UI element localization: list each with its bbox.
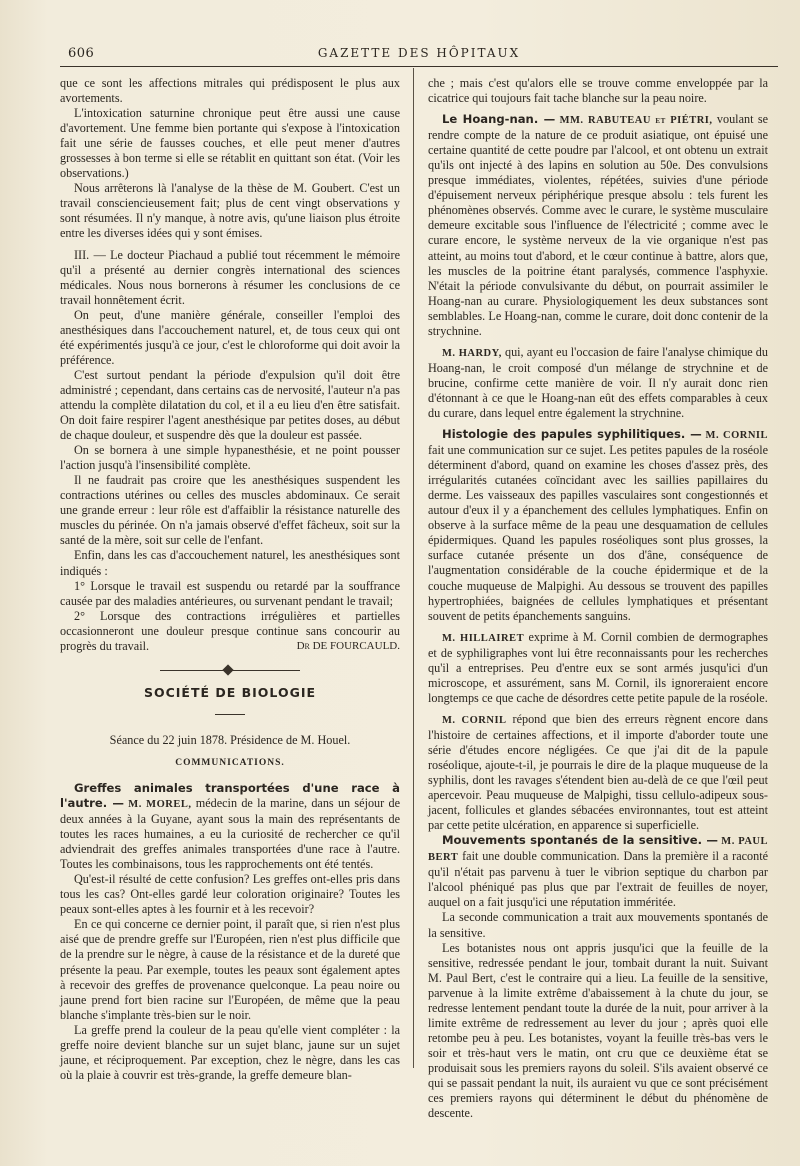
communications-heading: COMMUNICATIONS. [175, 757, 285, 768]
paragraph: Nous arrêterons là l'analyse de la thèse de M. Goubert. C'est un travail consciencieusement fait; plus de cent vingt observations y sont résumées. Il n'y manque, à notre avis, qu'une liaison plus étroite entre les diverses idées qui y sont émises. [60, 181, 400, 241]
paragraph-text: fait une communication sur ce sujet. Les petites papules de la roséole déterminent d'abord, quand on examine les choses d'assez près, des irrégularités cutanées coïncidant avec les saillies papillaires du derme. Les vaisseaux des papilles vasculaires sont congestionnés et autour d'eux il y a épanchement des cellules lymphatiques. Enfin on observe à la surface même de la peau une desquamation de cellules épidermiques. Quand les papules roséoliques sont plus grosses, la surface cutanée présente un dos d'âne, conséquence de l'augmentation considérable de la couche épidermique et de la couche muqueuse de Malpighi. Au dessous se trouvent des papilles hypertrophiées, baignées de cellules lymphatiques et présentant souvent de petits épanchements sanguins. [428, 443, 768, 623]
paragraph: C'est surtout pendant la période d'expulsion qu'il doit être administré ; cependant, dans certains cas de nervosité, l'auteur n'a pas attendu la complète dilatation du col, et il a eu lieu d'en être satisfait. On doit faire respirer l'agent anesthésique par petites doses, au début de chaque douleur, et suspendre dès que la douleur est passée. [60, 367, 400, 443]
paragraph-cornil [428, 712, 768, 833]
paragraph-text: fait une double communication. Dans la première il a raconté qu'il n'était pas parvenu à tuer le vibrion septique du charbon par l'alcool phéniqué pas plus que par l'extrait de feuilles de noyer, auquel on a fait jusqu'ici une réputation imméritée. [428, 849, 768, 910]
page-number: 606 [68, 46, 95, 61]
paragraph: 1° Lorsque le travail est suspendu ou retardé par la souffrance causée par des maladies antérieures, ou survenant pendant le travail; [60, 578, 400, 608]
short-rule [215, 714, 245, 715]
author-name: M. HILLAIRET [442, 632, 525, 644]
paragraph: On peut, d'une manière générale, conseiller l'emploi des anesthésiques dans l'accouchement naturel, et, de tous ceux qui ont été expérimentés jusqu'à ce jour, c'est le chloroforme qui doit avoir la préférence. [60, 307, 400, 367]
paragraph: III. — Le docteur Piachaud a publié tout récemment le mémoire qu'il a présenté au dernier congrès international des sciences médicales. Nous nous bornerons à résumer les conclusions de ce travail honnêtement écrit. [60, 247, 400, 307]
paragraph-text: exprime à M. Cornil combien de dermographes et de syphiligraphes vont lui être reconnaissants pour les recherches qu'il a entreprises. Peu d'entre eux se sont armés jusqu'ici d'un microscope, et assurément, sans M. Cornil, ils ignoreraient encore longtemps ce que cache de désordres cette petite papule de la roséole. [428, 629, 768, 705]
paragraph: che ; mais c'est qu'alors elle se trouve comme enveloppée par la cicatrice qui toujours fait tache blanche sur la peau noire. [428, 76, 768, 106]
paragraph: La seconde communication a trait aux mouvements spontanés de la sensitive. [428, 910, 768, 940]
paragraph: que ce sont les affections mitrales qui prédisposent le plus aux avortements. [60, 76, 400, 106]
paragraph: L'intoxication saturnine chronique peut être aussi une cause d'avortement. Une femme bien portante qui s'expose à l'intoxication fait une série de fausses couches, et elle peut mener d'autres grossesses à bon terme si elle se rétablit en quittant son état. (Voir les observations.) [60, 106, 400, 181]
article-heading: Le Hoang-nan. — [442, 112, 556, 127]
paragraph-text: voulant se rendre compte de la nature de ce produit asiatique, ont épuisé une certaine quantité de cette poudre par l'alcool, et ont obtenu un extrait qu'ils ont injecté à des lapins en solution au 50e. Des convulsions presque immédiates, violentes, répétées, suivies d'une période d'épuisement nerveux périphérique presque absolu : tels furent les phénomènes observés. Comme avec le curare, le système musculaire demeure excitable sous l'influence de l'électricité ; comme avec le curare encore, le système nerveux de la vie organique n'est pas atteint, au moins tout d'abord, et le cœur continue à battre, alors que, les muscles de la poitrine étant paralysés, commence l'asphyxie. N'était la période convulsivante du début, on pourrait assimiler le Hoang-nan au curare. Physiologiquement les deux substances sont semblables. Le Hoang-nan, comme le curare, doit donc contenir de la strychnine. [428, 112, 769, 338]
paragraph: Les botanistes nous ont appris jusqu'ici que la feuille de la sensitive, redressée pendant le jour, tombait durant la nuit. Suivant M. Paul Bert, c'est le contraire qui a lieu. La feuille de la sensitive, parvenue à la limite extrême d'abaissement à la chute du jour, se redresse lentement pendant toute la durée de la nuit, pour arriver à la limite extrême de redressement au lever du jour ; après quoi elle retombe peu à peu. Les botanistes, voyant la feuille très-bas vers le soir et très-haut vers le matin, ont cru que ce deuxième état se produisait sous les premiers rayons du soleil. S'ils avaient observé ce qui se passait pendant la nuit, ils auraient vu que ce sont précisément ces premiers rayons qui déterminent le début du phénomène de descente. [428, 940, 768, 1121]
paragraph: Qu'est-il résulté de cette confusion? Les greffes ont-elles pris dans tous les cas? Ont-elles gardé leur coloration originaire? Toutes les peaux sont-elles aptes à les fournir et à les recevoir? [60, 872, 400, 917]
article-heading: Greffes animales transportées d'une race à l'autre. — [60, 780, 400, 811]
author-name: M. HARDY, [442, 347, 502, 359]
divider-ornament [160, 670, 300, 671]
article-heading: Histologie des papules syphilitiques. — [442, 427, 702, 442]
author-name: M. CORNIL [442, 714, 507, 726]
author-name: M. PAUL BERT [428, 836, 769, 864]
paragraph-text: qui, ayant eu l'occasion de faire l'analyse chimique du Hoang-nan, le croit composé d'un mélange de strychnine et de brucine, confirme cette manière de voir. Il n'y aurait donc rien d'étonnant à ce que le Hoang-nan eût des effets comparables à ceux du curare, dans lequel entre également la strychnine. [428, 344, 768, 420]
paragraph: En ce qui concerne ce dernier point, il paraît que, si rien n'est plus aisé que de prendre greffe sur l'Européen, rien n'est plus difficile que de la prendre sur le nègre, à cause de la résistance et de la dureté que présente la peau. Par exemple, toutes les peaux sont également aptes à recevoir des greffes de provenance quelconque. La peau noire ou jaune prend fort bien racine sur l'Européen, de même que la peau blanche s'implante très-bien sur le noir. [60, 917, 400, 1022]
paragraph-hoang-nan [428, 112, 768, 339]
paragraph: 2° Lorsque des contractions irrégulières et partielles occasionneront une douleur presque continue sans concourir au progrès du travail. [60, 608, 400, 653]
author-name: M. MOREL, [128, 799, 192, 811]
paragraph-text: médecin de la marine, dans un séjour de deux années à la Guyane, ayant sous la main des représentants de toutes les races humaines, a eu la curiosité de rechercher ce qu'il adviendrait des greffes animales transportées d'une race à l'autre. Toutes les combinaisons, tous les rapprochements ont été tentés. [60, 796, 400, 872]
paragraph-mouvements [428, 833, 768, 910]
column-divider [413, 68, 414, 1068]
left-column [60, 76, 400, 1083]
paragraph-hillairet [428, 630, 768, 706]
page-header [60, 40, 778, 67]
author-name: M. CORNIL [705, 430, 769, 442]
paragraph: Il ne faudrait pas croire que les anesthésiques suspendent les contractions utérines ou celles des muscles abdominaux. Ce serait une grande erreur : leur rôle est d'affaiblir la résistance naturelle des muscles du périnée. On n'a jamais observé d'effet fâcheux, soit sur la santé de la mère, soit sur celle de l'enfant. [60, 473, 400, 548]
paragraph: Enfin, dans les cas d'accouchement naturel, les anesthésiques sont indiqués : [60, 548, 400, 578]
paragraph: On se bornera à une simple hypanesthésie, et ne point pousser l'action jusqu'à l'insensibilité complète. [60, 443, 400, 473]
author-signature: Dr DE FOURCAULD. [296, 639, 400, 652]
right-column [428, 76, 768, 1121]
seance-line: Séance du 22 juin 1878. Présidence de M. Houel. [109, 732, 351, 747]
paragraph-greffes [60, 781, 400, 872]
paragraph: La greffe prend la couleur de la peau qu'elle vient compléter : la greffe noire devient blanche sur un sujet blanc, jaune sur un sujet jaune, et réciproquement. Par exception, chez le nègre, dans les cas où la plaie à couvrir est très-grande, la greffe demeure blan- [60, 1022, 400, 1082]
paragraph-histologie [428, 427, 768, 624]
running-title: GAZETTE DES HÔPITAUX [317, 46, 521, 60]
article-heading: Mouvements spontanés de la sensitive. — [442, 833, 718, 848]
section-title: SOCIÉTÉ DE BIOLOGIE [143, 684, 317, 700]
paragraph-text: répond que bien des erreurs règnent encore dans l'histoire de certaines affections, et il importe d'aborder toute une série d'études encore négligées. Ce que j'ai dit de la papule roséolique, ajoute-t-il, je pourrais le dire de la plaque muqueuse de la syphilis, dont les ravages s'étendent bien au-delà de ce que l'œil peut apercevoir. Peau muqueuse de Malpighi, tissu cellulo-adipeux sous-jacent, follicules et glandes sébacées environnantes, tout est atteint par cette petite ulcération, en apparence si superficielle. [428, 711, 769, 833]
author-name: MM. RABUTEAU et PIÉTRI, [559, 115, 713, 127]
paragraph-hardy [428, 345, 768, 421]
